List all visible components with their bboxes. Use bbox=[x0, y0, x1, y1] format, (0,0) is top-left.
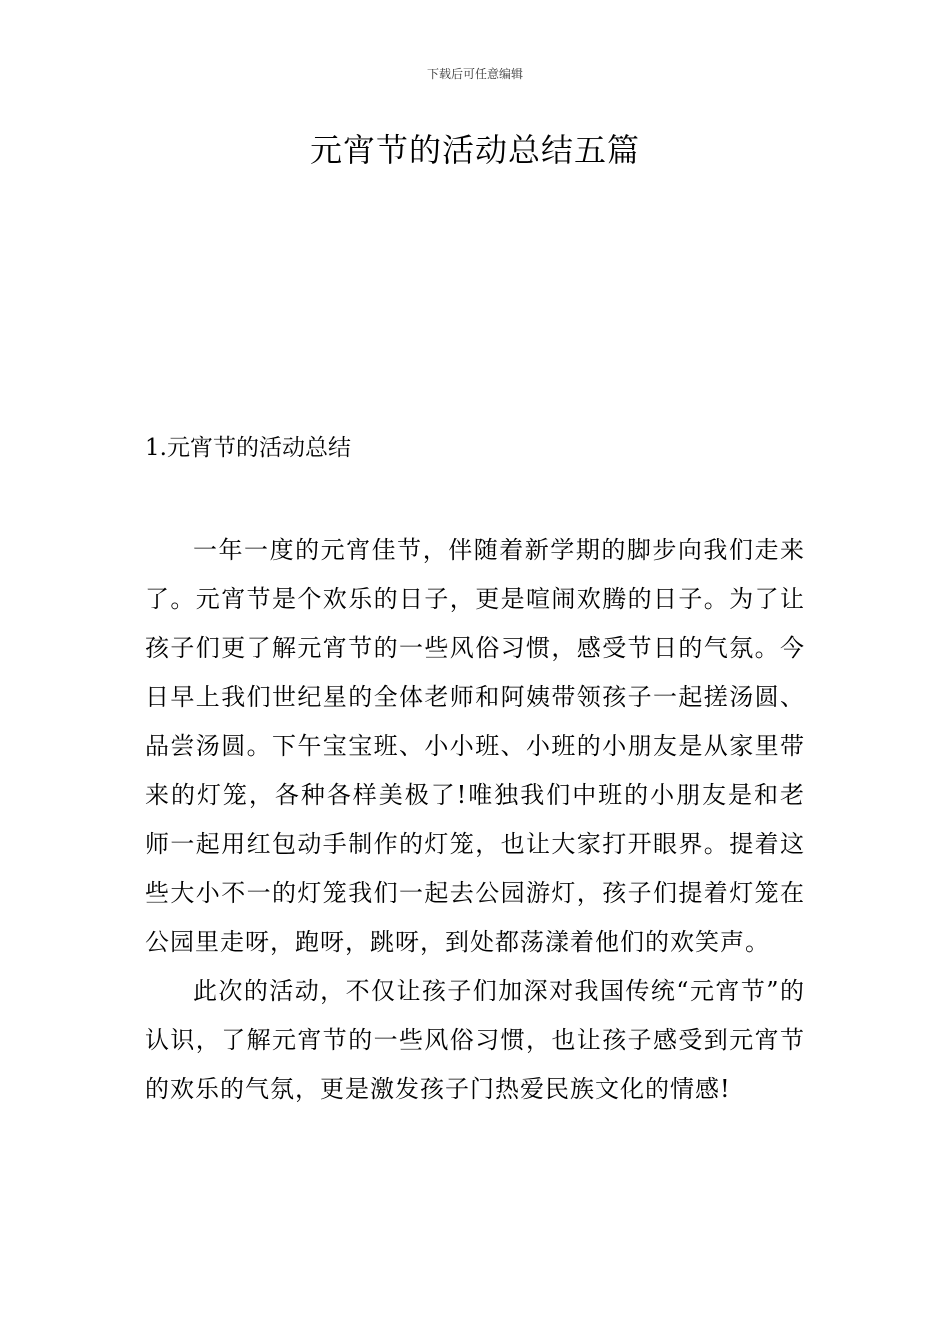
paragraph-2: 此次的活动，不仅让孩子们加深对我国传统“元宵节”的认识，了解元宵节的一些风俗习惯，也让孩子感受到元宵节的欢乐的气氛，更是激发孩子门热爱民族文化的情感! bbox=[145, 977, 805, 1103]
body-text bbox=[145, 526, 805, 1114]
section-heading: 1.元宵节的活动总结 bbox=[145, 435, 351, 461]
document-title: 元宵节的活动总结五篇 bbox=[309, 131, 640, 169]
header-note: 下载后可任意编辑 bbox=[426, 67, 523, 81]
paragraph-1: 一年一度的元宵佳节，伴随着新学期的脚步向我们走来了。元宵节是个欢乐的日子，更是喧闹欢腾的日子。为了让孩子们更了解元宵节的一些风俗习惯，感受节日的气氛。今日早上我们世纪星的全体老师和阿姨带领孩子一起搓汤圆、品尝汤圆。下午宝宝班、小小班、小班的小朋友是从家里带来的灯笼，各种各样美极了!唯独我们中班的小朋友是和老师一起用红包动手制作的灯笼，也让大家打开眼界。提着这些大小不一的灯笼我们一起去公园游灯，孩子们提着灯笼在公园里走呀，跑呀，跳呀，到处都荡漾着他们的欢笑声。 bbox=[145, 536, 805, 956]
